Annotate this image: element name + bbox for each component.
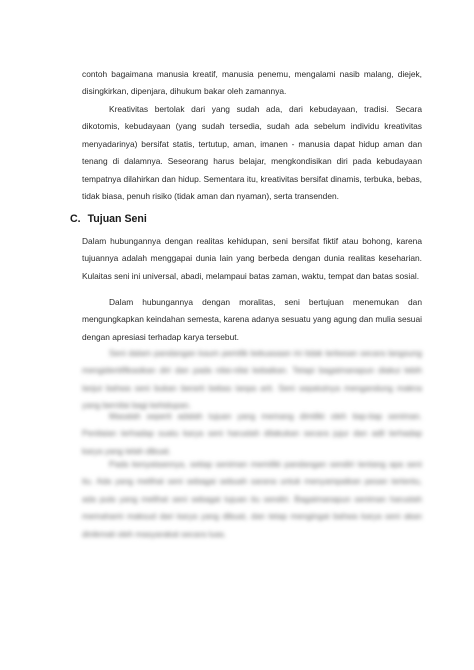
paragraph-intro-continuation: contoh bagaimana manusia kreatif, manusia penemu, mengalami nasib malang, diejek, disingkirkan, dipenjara, dihukum bakar oleh zamannya. [82,69,422,97]
section-letter: C. [70,213,81,225]
paragraph-creativity: Kreativitas bertolak dari yang sudah ada, dari kebudayaan, tradisi. Secara dikotomis, kebudayaan (yang sudah tersedia, sudah ada sebelum individu kreativitas menyadarinya) bersifat statis, tertutup, aman, imanen - manusia dapat hidup aman dan tenang di dalamnya. Seseorang harus belajar, mengkondisikan diri pada kebudayaan tempatnya dilahirkan dan hidup. Sementara itu, kreativitas bersifat dinamis, terbuka, bebas, tidak biasa, penuh risiko (tidak aman dan nyaman), serta transenden. [82,104,422,202]
section-title: Tujuan Seni [87,213,147,225]
section-heading [70,213,147,225]
paragraph-blurred-2: Masalah seperti adalah tujuan yang memang dimiliki oleh tiap-tiap seniman. Penilaian terhadap suatu karya seni haruslah dilakukan secara jujur dan adil terhadap karya yang telah dibuat. [82,411,422,456]
paragraph-reality: Dalam hubungannya dengan realitas kehidupan, seni bersifat fiktif atau bohong, karena tujuannya adalah menggapai dunia lain yang berbeda dengan dunia realitas keseharian. Kulaitas seni ini universal, abadi, melampaui batas zaman, waktu, tempat dan batas sosial. [82,236,422,281]
paragraph-morality: Dalam hubungannya dengan moralitas, seni bertujuan menemukan dan mengungkapkan keindahan semesta, karena adanya sesuatu yang agung dan mulia sesuai dengan apresiasi terhadap karya tersebut. [82,297,422,342]
paragraph-blurred-1: Seni dalam pandangan kaum pemilik kekuasaan ini tidak terkesan secara langsung mengidentifikasikan diri dan pada nilai-nilai kebaikan. Tetapi bagaimanapun diakui lebih lanjut bahwa seni bukan berarti bebas tanpa arti. Seni sepatutnya mengandung makna yang bernilai bagi kehidupan. [82,348,422,411]
paragraph-blurred-3: Pada kenyataannya, setiap seniman memiliki pandangan sendiri tentang apa seni itu. Ada yang melihat seni sebagai sebuah sarana untuk menyampaikan pesan tertentu, ada pula yang melihat seni sebagai tujuan itu sendiri. Bagaimanapun seniman haruslah memahami maksud dari karya yang dibuat, dan tetap mengingat bahwa karya seni akan dinikmati oleh masyarakat secara luas. [82,459,422,539]
